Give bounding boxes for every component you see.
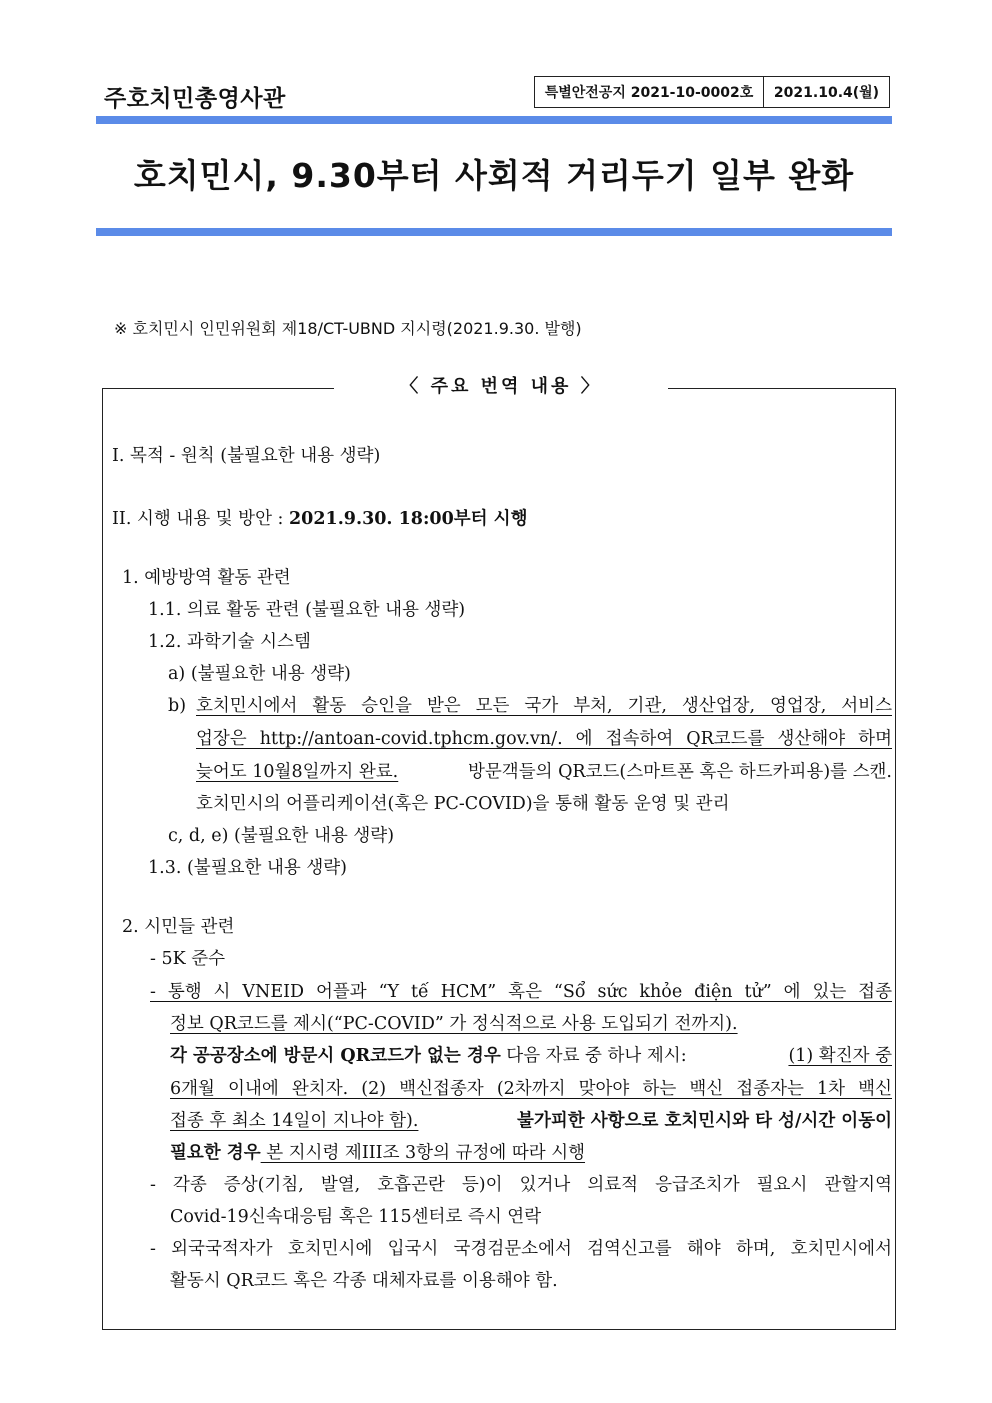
recovered-case-text: (1) 확진자 중	[788, 1046, 892, 1066]
section-2	[112, 507, 527, 531]
item-1-2-b-line-3	[196, 760, 892, 784]
item-2: 2. 시민들 관련	[122, 917, 235, 937]
title-accent-bar	[96, 228, 892, 236]
page-title: 호치민시, 9.30부터 사회적 거리두기 일부 완화	[133, 156, 855, 195]
bullet-foreigners-line-1: - 외국국적자가 호치민시에 입국시 국경검문소에서 검역신고를 해야 하며, 호치민시에서	[150, 1239, 892, 1259]
public-place-condition: 각 공공장소에 방문시 QR코드가 없는 경우	[170, 1046, 501, 1066]
item-1: 1. 예방방역 활동 관련	[122, 568, 291, 588]
top-accent-bar	[96, 116, 892, 124]
section-1: I. 목적 - 원칙 (불필요한 내용 생략)	[112, 446, 381, 466]
item-1-2-b-line-1: 호치민시에서 활동 승인을 받은 모든 국가 부처, 기관, 생산업장, 영업장, 서비스	[196, 696, 892, 716]
bullet-foreigners-line-2: 활동시 QR코드 혹은 각종 대체자료를 이용해야 함.	[170, 1271, 558, 1291]
item-1-3: 1.3. (불필요한 내용 생략)	[148, 858, 347, 878]
notice-date: 2021.10.4(월)	[773, 85, 880, 101]
bullet-symptoms-line-1: - 각종 증상(기침, 발열, 호흡곤란 등)이 있거나 의료적 응급조치가 필요시 관할지역	[150, 1175, 892, 1195]
bullet-qr-line-2: 정보 QR코드를 제시(“PC-COVID” 가 정식적으로 사용 도입되기 전까지).	[170, 1014, 738, 1034]
notice-info-box	[534, 76, 890, 108]
regulation-reference: 본 지시령 제III조 3항의 규정에 따라 시행	[260, 1143, 586, 1163]
notice-number: 특별안전공지 2021-10-0002호	[535, 77, 764, 107]
source-note: ※ 호치민시 인민위원회 제18/CT-UBND 지시령(2021.9.30. 발행)	[114, 319, 582, 338]
item-1-2-b-line-2: 업장은 http://antoan-covid.tphcm.gov.vn/. 에 접속하여 QR코드를 생산해야 하며	[196, 729, 892, 749]
section-2-label: II. 시행 내용 및 방안 :	[112, 509, 289, 529]
bullet-qr-line-6	[170, 1141, 585, 1165]
item-1-2: 1.2. 과학기술 시스템	[148, 632, 311, 652]
section-title: 〈 주요 번역 내용 〉	[334, 372, 668, 398]
deadline-text: 늦어도 10월8일까지 완료.	[196, 762, 399, 782]
bullet-symptoms-line-2: Covid-19신속대응팀 혹은 115센터로 즉시 연락	[170, 1207, 542, 1227]
scan-text: 방문객들의 QR코드(스마트폰 혹은 하드카피용)를 스캔.	[468, 762, 892, 782]
bullet-5k: - 5K 준수	[150, 949, 226, 969]
alternative-docs-text: 다음 자료 중 하나 제시:	[500, 1046, 687, 1066]
bullet-qr-line-4: 6개월 이내에 완치자. (2) 백신접종자 (2차까지 맞아야 하는 백신 접종자는 1차 백신	[170, 1079, 892, 1099]
item-1-2-a: a) (불필요한 내용 생략)	[168, 664, 351, 684]
travel-condition-text: 불가피한 사항으로 호치민시와 타 성/시간 이동이	[517, 1111, 892, 1131]
vaccine-wait-text: 접종 후 최소 14일이 지나야 함).	[170, 1111, 419, 1131]
travel-condition-end: 필요한 경우	[170, 1143, 261, 1163]
agency-name: 주호치민총영사관	[104, 86, 286, 112]
item-1-2-b-line-4: 호치민시의 어플리케이션(혹은 PC-COVID)을 통해 활동 운영 및 관리	[196, 794, 730, 814]
bullet-qr-line-1: - 통행 시 VNEID 어플과 “Y tế HCM” 혹은 “Sổ sức khỏe điện tử” 에 있는 접종	[150, 982, 892, 1002]
item-1-2-b-marker: b)	[168, 696, 187, 716]
section-2-effective-date: 2021.9.30. 18:00부터 시행	[289, 509, 528, 529]
item-1-2-cde: c, d, e) (불필요한 내용 생략)	[168, 826, 395, 846]
bullet-qr-line-5	[170, 1109, 892, 1133]
bullet-qr-line-3	[170, 1044, 892, 1068]
item-1-1: 1.1. 의료 활동 관련 (불필요한 내용 생략)	[148, 600, 466, 620]
